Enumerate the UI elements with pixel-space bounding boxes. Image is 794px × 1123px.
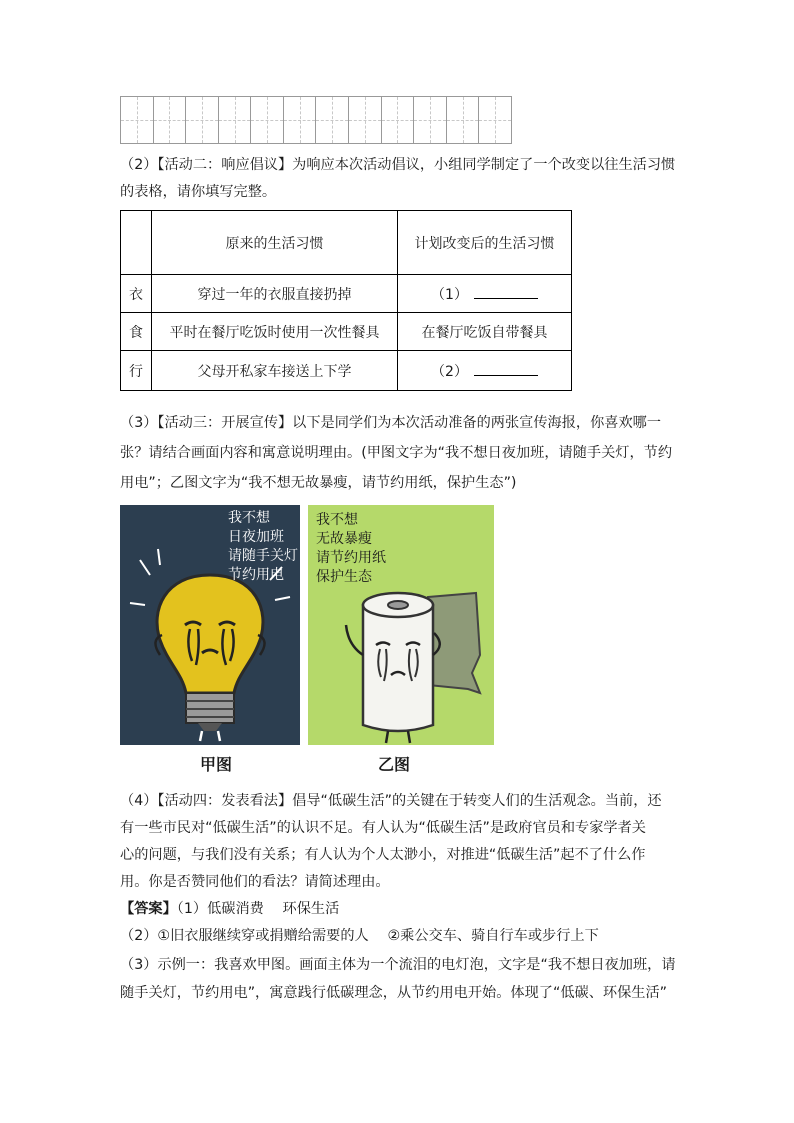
header-planned: 计划改变后的生活习惯 <box>398 211 572 275</box>
q2-text-line: 的表格，请你填写完整。 <box>120 184 277 200</box>
answer-line: （2）①旧衣服继续穿或捐赠给需要的人 ②乘公交车、骑自行车或步行上下 <box>120 928 599 944</box>
habits-table <box>120 210 572 391</box>
answer-text: （1）低碳消费 环保生活 <box>176 901 340 917</box>
q4-text-line: 有一些市民对“低碳生活”的认识不足。有人认为“低碳生活”是政府官员和专家学者关 <box>120 820 646 836</box>
poster-yi-text: 我不想 无故暴瘦 请节约用纸 保护生态 <box>316 512 386 585</box>
row-category: 行 <box>121 351 152 391</box>
grid-cell[interactable] <box>154 97 187 143</box>
q4-text-line: 用。你是否赞同他们的看法？请简述理由。 <box>120 874 390 890</box>
q3-text-line: 张？请结合画面内容和寓意说明理由。(甲图文字为“我不想日夜加班，请随手关灯，节约 <box>120 445 673 461</box>
row-original: 穿过一年的衣服直接扔掉 <box>152 275 398 313</box>
q4-text-line: 心的问题，与我们没有关系；有人认为个人太渺小，对推进“低碳生活”起不了什么作 <box>120 847 646 863</box>
row-planned: 在餐厅吃饭自带餐具 <box>398 313 572 351</box>
grid-cell[interactable] <box>479 97 511 143</box>
grid-cell[interactable] <box>219 97 252 143</box>
answer-blank[interactable] <box>474 361 538 376</box>
row-original: 平时在餐厅吃饭时使用一次性餐具 <box>152 313 398 351</box>
grid-cell[interactable] <box>121 97 154 143</box>
table-row <box>121 351 572 391</box>
poster-jia <box>120 505 300 745</box>
answer-line: 随手关灯，节约用电”，寓意践行低碳理念，从节约用电开始。体现了“低碳、环保生活” <box>120 985 667 1001</box>
header-original: 原来的生活习惯 <box>152 211 398 275</box>
table-corner-cell <box>121 211 152 275</box>
row-planned-label: （1） <box>431 286 468 303</box>
grid-cell[interactable] <box>186 97 219 143</box>
row-category: 食 <box>121 313 152 351</box>
grid-cell[interactable] <box>316 97 349 143</box>
answer-label: 【答案】 <box>120 901 177 917</box>
table-row <box>121 275 572 313</box>
writing-grid[interactable] <box>120 96 512 144</box>
q2-text-line: （2）【活动二：响应倡议】为响应本次活动倡议，小组同学制定了一个改变以往生活习惯 <box>120 157 676 173</box>
caption-yi: 乙图 <box>378 755 411 774</box>
grid-cell[interactable] <box>251 97 284 143</box>
answer-line: （3）示例一：我喜欢甲图。画面主体为一个流泪的电灯泡，文字是“我不想日夜加班，请 <box>120 957 676 973</box>
table-header-row <box>121 211 572 275</box>
grid-cell[interactable] <box>284 97 317 143</box>
q3-text-line: 用电”；乙图文字为“我不想无故暴瘦，请节约用纸，保护生态”) <box>120 475 517 491</box>
row-category: 衣 <box>121 275 152 313</box>
answer-blank[interactable] <box>474 284 538 299</box>
grid-cell[interactable] <box>414 97 447 143</box>
q4-text-line: （4）【活动四：发表看法】倡导“低碳生活”的关键在于转变人们的生活观念。当前，还 <box>120 793 662 809</box>
row-planned-answer[interactable] <box>398 351 572 391</box>
table-row <box>121 313 572 351</box>
poster-jia-text: 我不想 日夜加班 请随手关灯 节约用电 <box>228 510 298 583</box>
row-original: 父母开私家车接送上下学 <box>152 351 398 391</box>
caption-jia: 甲图 <box>200 755 233 774</box>
grid-cell[interactable] <box>447 97 480 143</box>
grid-cell[interactable] <box>382 97 415 143</box>
poster-yi <box>308 505 494 745</box>
row-planned-label: （2） <box>431 363 468 380</box>
answer-line <box>120 899 339 919</box>
q3-text-line: （3）【活动三：开展宣传】以下是同学们为本次活动准备的两张宣传海报，你喜欢哪一 <box>120 415 662 431</box>
row-planned-answer[interactable] <box>398 275 572 313</box>
grid-cell[interactable] <box>349 97 382 143</box>
